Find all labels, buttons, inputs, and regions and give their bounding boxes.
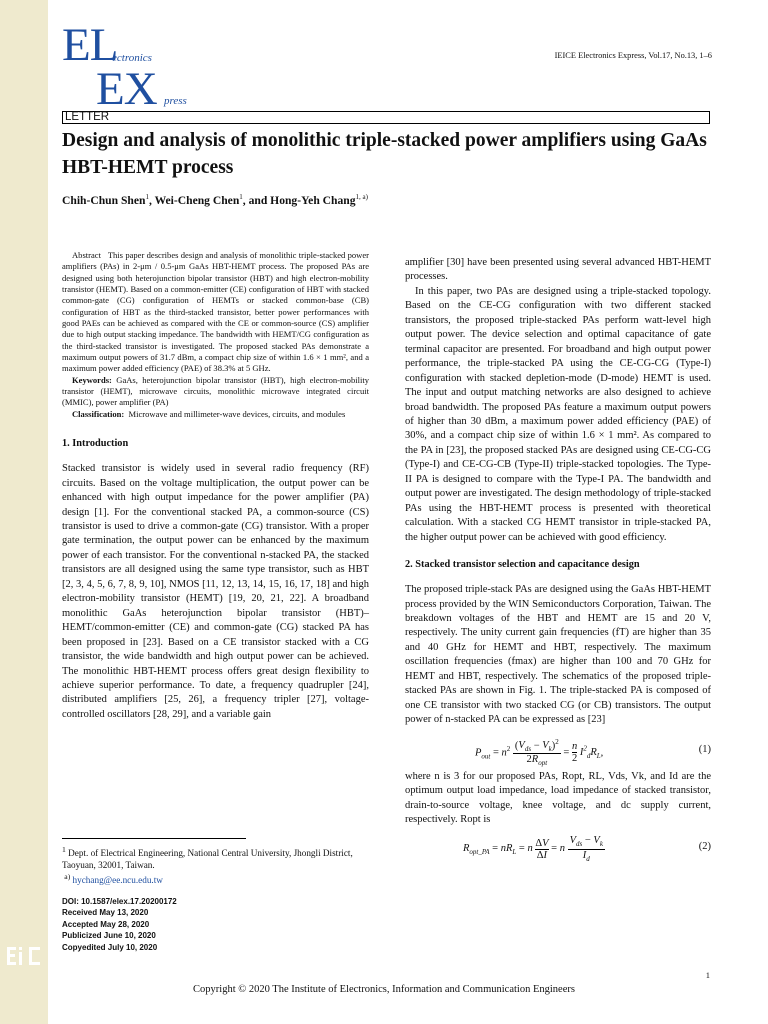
affiliation-text: Dept. of Electrical Engineering, National Central University, Jhongli District, Taoyuan, 32001, Taiwan. (62, 848, 353, 871)
publication-metadata (62, 896, 369, 953)
left-sidebar-band (0, 0, 48, 1024)
received-date: Received May 13, 2020 (62, 908, 149, 918)
section-heading-introduction: 1. Introduction (62, 438, 129, 450)
abstract-text: This paper describes design and analysis of monolithic triple-stacked power amplifiers (PAs) in 2-μm / 0.5-μm GaAs HBT-HEMT process. The proposed PAs are designed using both heterojunction bipolar transistor (HBT) and high electron-mobility transistor (HEMT). Based on a common-emitter (CE) configuration of HBT with stacked common-gate (CG) configuration of HEMTs or stacked common-base (CB) configuration of HBT as the third-stacked transistor, better power performances with good PAEs can be achieved as compared with the CE or common-source (CS) amplifier due to high output stacking impedance. The bandwidth with HEMT/CG configuration as the third-stacked transistor is investigated. The proposed stacked PAs demonstrate a maximum output powers of 31.7 dBm, a compact chip size of within 1.6 × 1 mm², and a maximum power added efficiency (PAE) of 38.3% at 5 GHz. (62, 250, 369, 374)
author-separator: , (148, 193, 155, 207)
right-column (405, 256, 711, 867)
equation-1-body: $P_{out} = n^2$ $(V_{ds} - V_k)^2$ $2R_{opt}$ = $\frac{n}{2}$ $I^2_dR_L$, (475, 737, 604, 768)
intro-paragraph-1: Stacked transistor is widely used in several radio frequency (RF) circuits. Based on the voltage multiplication, the output power can be enhanced with high output impedance for the power amplifier (PA) design [1]. For the conventional stacked PA, a common-source (CS) transistor is used to drive a common-gate (CG) transistor. With a proper gate termination, the output power can be enhanced by the maximum power of each transistor. For the conventional n-stacked PA, the stacked transistors are all designed using the same type transistor, such as HBT [2, 3, 4, 5, 6, 7, 8, 9, 10], NMOS [11, 12, 13, 14, 15, 16, 17, 18] and high electron-mobility transistor (HEMT) [19, 20, 21, 22]. A broadband monolithic GaAs heterojunction bipolar transistor (HBT)–HEMT/common-emitter (CE) and common-gate (CG) stacked PA has been proposed in [23]. Based on a CE transistor stacked with a CG transistor, the wide bandwidth and high output power can be achieved. The monolithic HBT-HEMT process offers great design flexibility to achieve superior performance. To date, a frequency quadrupler [24], distributed amplifiers [25, 26], a frequency tripler [27], voltage-controlled oscillators [28, 29], and a variable gain (62, 463, 369, 720)
accepted-date: Accepted May 28, 2020 (62, 919, 150, 929)
classification-label: Classification: (72, 408, 125, 419)
affiliation-marker: 1 (62, 845, 66, 854)
classification (62, 409, 369, 420)
doi: DOI: 10.1587/elex.17.20200172 (62, 897, 177, 906)
section-label: LETTER (65, 111, 110, 123)
publicized-date: Publicized June 10, 2020 (62, 931, 156, 941)
journal-logo (62, 19, 222, 115)
keywords-label: Keywords: (72, 374, 112, 385)
footnote-rule (62, 838, 246, 839)
equation-2-number: (2) (698, 841, 711, 853)
abstract-label: Abstract (72, 250, 101, 260)
classification-text: Microwave and millimeter-wave devices, circuits, and modules (128, 408, 346, 419)
left-column (62, 250, 369, 722)
author-affiliation: 1, a) (355, 193, 368, 201)
copyright-notice: Copyright © 2020 The Institute of Electronics, Information and Communication Engineers (193, 984, 575, 995)
logo-press: press (164, 95, 187, 107)
email-footnote (62, 871, 369, 886)
copyedited-date: Copyedited July 10, 2020 (62, 942, 158, 952)
logo-el: EL (62, 19, 118, 71)
journal-reference: IEICE Electronics Express, Vol.17, No.13, 1–6 (554, 51, 712, 60)
equation-2 (405, 831, 711, 867)
author-affiliation: 1 (145, 193, 149, 201)
paper-title: Design and analysis of monolithic triple-stacked power amplifiers using GaAs HBT-HEMT process (62, 130, 707, 178)
equation-1-number: (1) (698, 743, 711, 755)
footnotes (62, 844, 369, 886)
author-affiliation: 1 (239, 193, 243, 201)
author-separator: , and (242, 193, 271, 207)
section2-paragraph-2: where n is 3 for our proposed PAs, Ropt, RL, Vds, Vk, and Id are the optimum output load impedance, load impedance of stacked transistor, drain-to-source voltage, knee voltage, and dc supply current, respectively. Ropt is (405, 770, 711, 825)
page-number: 1 (705, 970, 710, 980)
author-name: Chih-Chun Shen (62, 193, 146, 207)
affiliation-footnote (62, 844, 369, 871)
intro-paragraph-1-continued: amplifier [30] have been presented using several advanced HBT-HEMT processes. (405, 257, 711, 283)
keywords (62, 375, 369, 409)
section-label-bar (62, 111, 710, 124)
eic-publisher-logo (4, 944, 44, 968)
email-marker: a) (64, 872, 71, 882)
equation-2-body: $R_{opt\_PA} = nR_L = n$ $\frac{\Delta V}{\Delta I}$ = n $V_{ds} - V_k$ $I_d$ (463, 835, 603, 863)
abstract (62, 250, 369, 375)
section-heading-stacked-transistor: 2. Stacked transistor selection and capacitance design (405, 559, 640, 571)
keywords-text: GaAs, heterojunction bipolar transistor (HBT), high electron-mobility transistor (HEMT), microwave circuits, monolithic microwave integrated circuit (MMIC), power amplifier (PA) (62, 374, 369, 408)
logo-ex: EX (96, 63, 157, 115)
section2-paragraph-1: The proposed triple-stack PAs are designed using the GaAs HBT-HEMT process provided by the WIN Semiconductors Corporation, Taiwan. The breakdown voltages of the HBT and HEMT are 15 and 20 V, respectively. The unity current gain frequencies (fT) are higher than 35 and 40 GHz for HEMT and HBT, respectively. The maximum oscillation frequencies (fmax) are higher than 100 and 70 GHz for HEMT and HBT, respectively. The schematics of the proposed triple-stacked PAs are shown in Fig. 1. The triple-stacked PA is composed of one CE transistor with two stacked CG (or CB) transistors. The output power of n-stacked PA can be expressed as [23] (405, 584, 711, 726)
email-link[interactable]: hychang@ee.ncu.edu.tw (72, 875, 163, 886)
intro-paragraph-2: In this paper, two PAs are designed using a triple-stacked topology. Based on the CE-CG configuration with two different stacked transistors, the proposed triple-stacked PAs perform watt-level high output power. The device selection and optimal capacitance of gate terminal capacitor are presented. For broadband and high output power performance, the triple-stacked PA using the CE-CG-CG (Type-I) configuration with stacked depletion-mode (D-mode) HEMT is used. The input and output matching networks are also designed to achieve broad bandwidth. The proposed PAs feature a maximum output powers of higher than 30 dBm, a maximum power added efficiency (PAE) of 30%, and a compact chip size of within 1.6 × 1 mm². As compared to the PA in [23], the proposed stacked PAs are designed using CE-CG-CG (Type-I) and CE-CG-CB (Type-II) triple-stacked topologies. The Type-II PA is designed to compare with the Type-I PA. The bandwidth and output power are investigated. The design methodology of triple-stacked PAs using the HBT-HEMT process is presented with theoretical calculation. With a stacked CG HEMT transistor in triple-stacked PA, the higher output power can be achieved with good efficiency. (405, 285, 711, 543)
author-name: Hong-Yeh Chang (270, 193, 356, 207)
equation-1 (405, 734, 711, 770)
logo-electronics: ectronics (112, 52, 152, 64)
author-list (62, 193, 368, 207)
author-name: Wei-Cheng Chen (154, 193, 240, 207)
